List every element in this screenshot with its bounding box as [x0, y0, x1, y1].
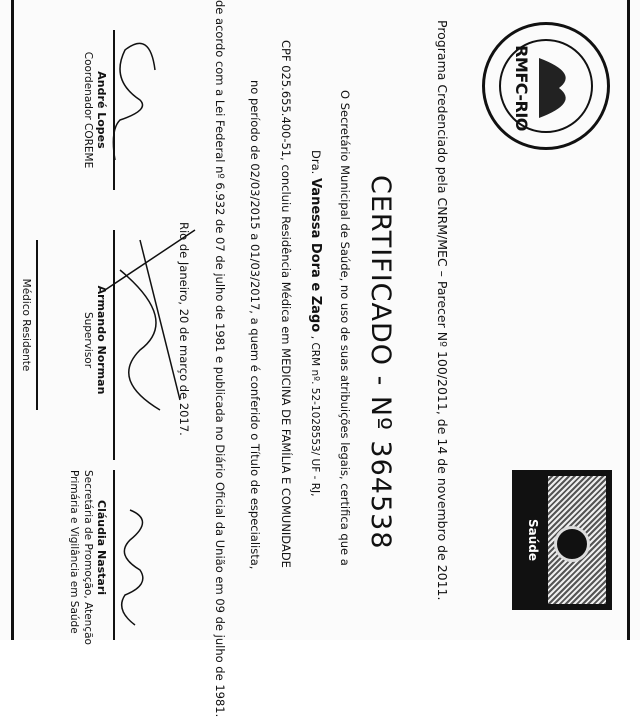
signatory-name-secretary: Cláudia Nastari — [95, 500, 108, 596]
certificate-title: CERTIFICADO - Nº 364538 — [365, 175, 396, 550]
program-accreditation-line: Programa Credenciado pela CNRM/MEC – Parecer Nº 100/2011, de 14 de novembro de 2011. — [435, 20, 450, 601]
signature-coordinator-icon — [100, 10, 170, 210]
rmfc-rio-seal — [482, 22, 610, 150]
signatory-role-supervisor: Supervisor — [82, 311, 94, 369]
place-date: Rio de Janeiro, 20 de março de 2017. — [177, 222, 191, 436]
bottom-border-line — [11, 0, 14, 640]
signature-secretary-icon — [100, 500, 160, 640]
saude-label: Saúde — [526, 518, 540, 561]
body-line-2 — [308, 150, 323, 496]
coat-of-arms-icon — [554, 526, 590, 562]
signatory-name-supervisor: Armando Norman — [95, 285, 108, 395]
signatory-role-coordinator: Coordenador COREME — [82, 51, 94, 169]
title-prefix: Dra. — [309, 150, 323, 175]
saude-logo — [512, 470, 612, 610]
signatory-role-secretary-2: Primária e Vigilância em Saúde — [68, 470, 80, 634]
signature-line-resident — [37, 240, 39, 410]
signatory-name-coordinator: André Lopes — [95, 71, 108, 149]
crm-number: , CRM nº. 52-1028553/ UF - RJ, — [309, 335, 321, 497]
seal-abbreviation: RMFC-RIO — [512, 45, 531, 131]
seal-emblem-icon — [529, 43, 589, 133]
body-line-3: CPF 025.655.400-51, concluiu Residência Médica em MEDICINA DE FAMÍLIA E COMUNIDADE — [279, 40, 293, 568]
body-line-1: O Secretário Municipal de Saúde, no uso de suas atribuições legais, certifica que a — [338, 90, 352, 566]
signature-supervisor-icon — [100, 200, 200, 440]
resident-label: Médico Residente — [20, 278, 32, 372]
body-line-5: de acordo com a Lei Federal nº 6.932 de 07 de julho de 1981 e publicada no Diário Oficial da União em 09 de julho de 1981. — [213, 0, 227, 717]
signatory-role-secretary-1: Secretária de Promoção, Atenção — [82, 470, 94, 645]
top-border-line — [627, 0, 630, 640]
recipient-name: Vanessa Dora e Zago — [308, 177, 323, 333]
body-line-4: no período de 02/03/2015 a 01/03/2017, a quem é conferido o Título de especialista, — [248, 80, 262, 570]
